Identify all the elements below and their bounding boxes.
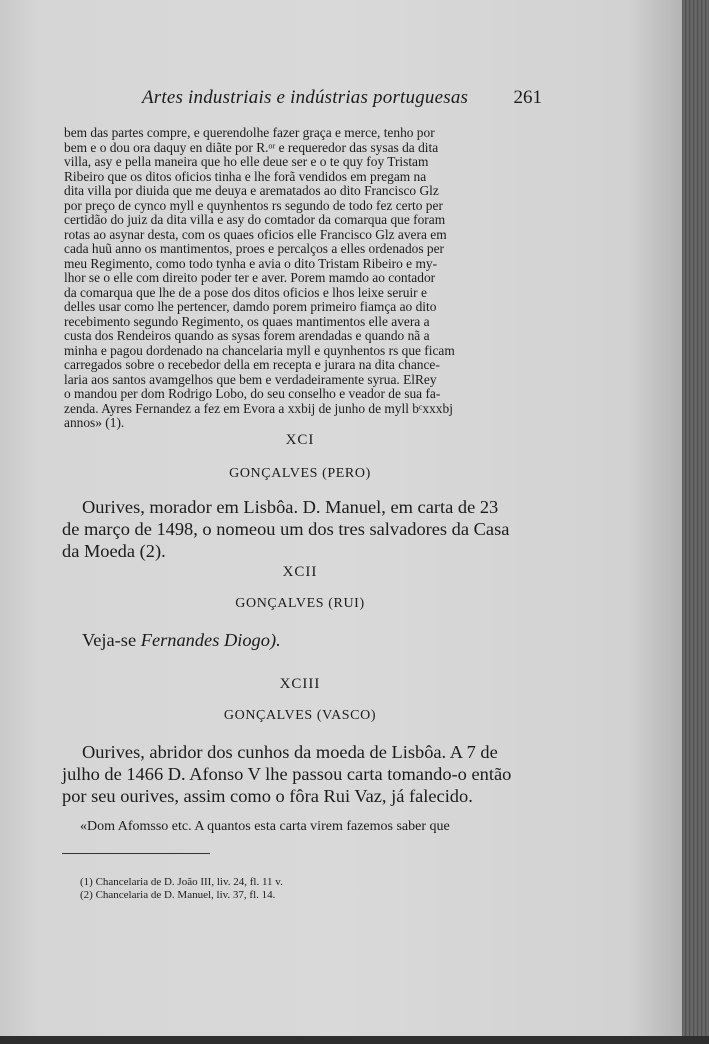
paragraph-line: Ourives, morador em Lisbôa. D. Manuel, em carta de 23 [82,497,499,517]
footnote: (1) Chancelaria de D. João III, liv. 24, fl. 11 v. [80,876,283,888]
paragraph-line: de março de 1498, o nomeou um dos tres salvadores da Casa [62,519,510,539]
cross-reference: Fernandes Diogo). [140,630,281,650]
entry-number: XCIII [279,676,321,692]
quote-line: meu Regimento, como todo tynha e avia o dito Tristam Ribeiro e my- [64,256,438,271]
entry-name-text: GONÇALVES (VASCO) [223,708,377,723]
quote-line: cada huũ anno os mantimentos, proes e percalços a elles ordenados per [64,242,445,256]
page-number: 261 [513,87,542,108]
running-header [62,87,542,111]
quote-line: minha e pagou dordenado na chancelaria myll e quynhentos rs que ficam [64,343,455,358]
page-edge [682,0,709,1044]
quote-line: Ribeiro que os ditos oficios tinha e lhe forã vendidos em pregam na [64,169,427,184]
paragraph-line: da Moeda (2). [62,541,166,561]
quote-line: villa, asy e pella maneira que ho elle deue ser e o te quy foy Tristam [64,155,429,169]
quote-line: laria aos santos avamgelhos que bem e verdadeiramente syrua. ElRey [64,372,437,387]
entry-number: XCI [285,432,315,448]
quote-line: carregados sobre o recebedor della em recepta e jurara na dita chance- [64,358,440,372]
entry-paragraph [62,629,540,651]
quoted-document [64,126,540,431]
bottom-shadow [0,1036,709,1044]
quote-line: da comarqua que lhe de a pose dos ditos oficios e lhos leixe seruir e [64,285,427,300]
quote-line: custa dos Rendeiros quando as sysas forem arendadas e quando nã a [64,329,430,343]
quote-line: delles usar como lhe pertencer, damdo porem primeiro fiamça ao dito [64,300,437,314]
footnote-divider [62,853,210,854]
paragraph-line [62,629,540,651]
quote-line: recebimento segundo Regimento, os quaes mantimentos elle avera a [64,314,430,329]
see-also-prefix: Veja-se [82,630,141,650]
entry-paragraph [62,496,540,562]
quote-line: por preço de cynco myll e quynhentos rs segundo de todo fez certo per [64,198,443,213]
paragraph-line: por seu ourives, assim como o fôra Rui Vaz, já falecido. [62,786,473,806]
entry-name [62,596,538,612]
quote-line: o mandou per dom Rodrigo Lobo, do seu conselho e veador de sua fa- [64,387,441,401]
entry-name-text: GONÇALVES (RUI) [235,596,365,611]
entry-paragraph [62,741,540,807]
quote-line: annos» (1). [64,416,125,430]
footnotes [80,876,283,901]
paragraph-line: julho de 1466 D. Afonso V lhe passou carta tomando-o então [62,764,512,784]
quote-line: certidão do juiz da dita villa e asy do comtador da comarqua que foram [64,213,446,227]
entry-name [62,708,538,724]
closing-quote [64,820,540,835]
quote-line: zenda. Ayres Fernandez a fez em Evora a xxbij de junho de myll bᶜxxxbj [64,401,453,416]
paragraph-line: Ourives, abridor dos cunhos da moeda de Lisbôa. A 7 de [82,742,498,762]
entry-name-text: GONÇALVES (PERO) [229,466,371,481]
quote-line: dita villa por diuida que me deuya e arematados ao dito Francisco Glz [64,184,439,198]
quote-line: lhor se o elle com direito poder ter e aver. Porem mamdo ao contador [64,271,436,285]
quote-line: bem e o dou ora daquy en diãte por R.ᵒʳ e requeredor das sysas da dita [64,140,439,155]
entry-number: XCII [282,564,318,580]
entry-name [62,466,538,482]
closing-line: «Dom Afomsso etc. A quantos esta carta virem fazemos saber que [80,820,450,834]
footnote: (2) Chancelaria de D. Manuel, liv. 37, fl. 14. [80,888,276,901]
quote-line: rotas ao asynar desta, com os quaes oficios elle Francisco Glz avera em [64,227,447,242]
quote-line: bem das partes compre, e querendolhe fazer graça e merce, tenho por [64,126,435,140]
running-title: Artes industriais e indústrias portuguesas [142,87,469,108]
